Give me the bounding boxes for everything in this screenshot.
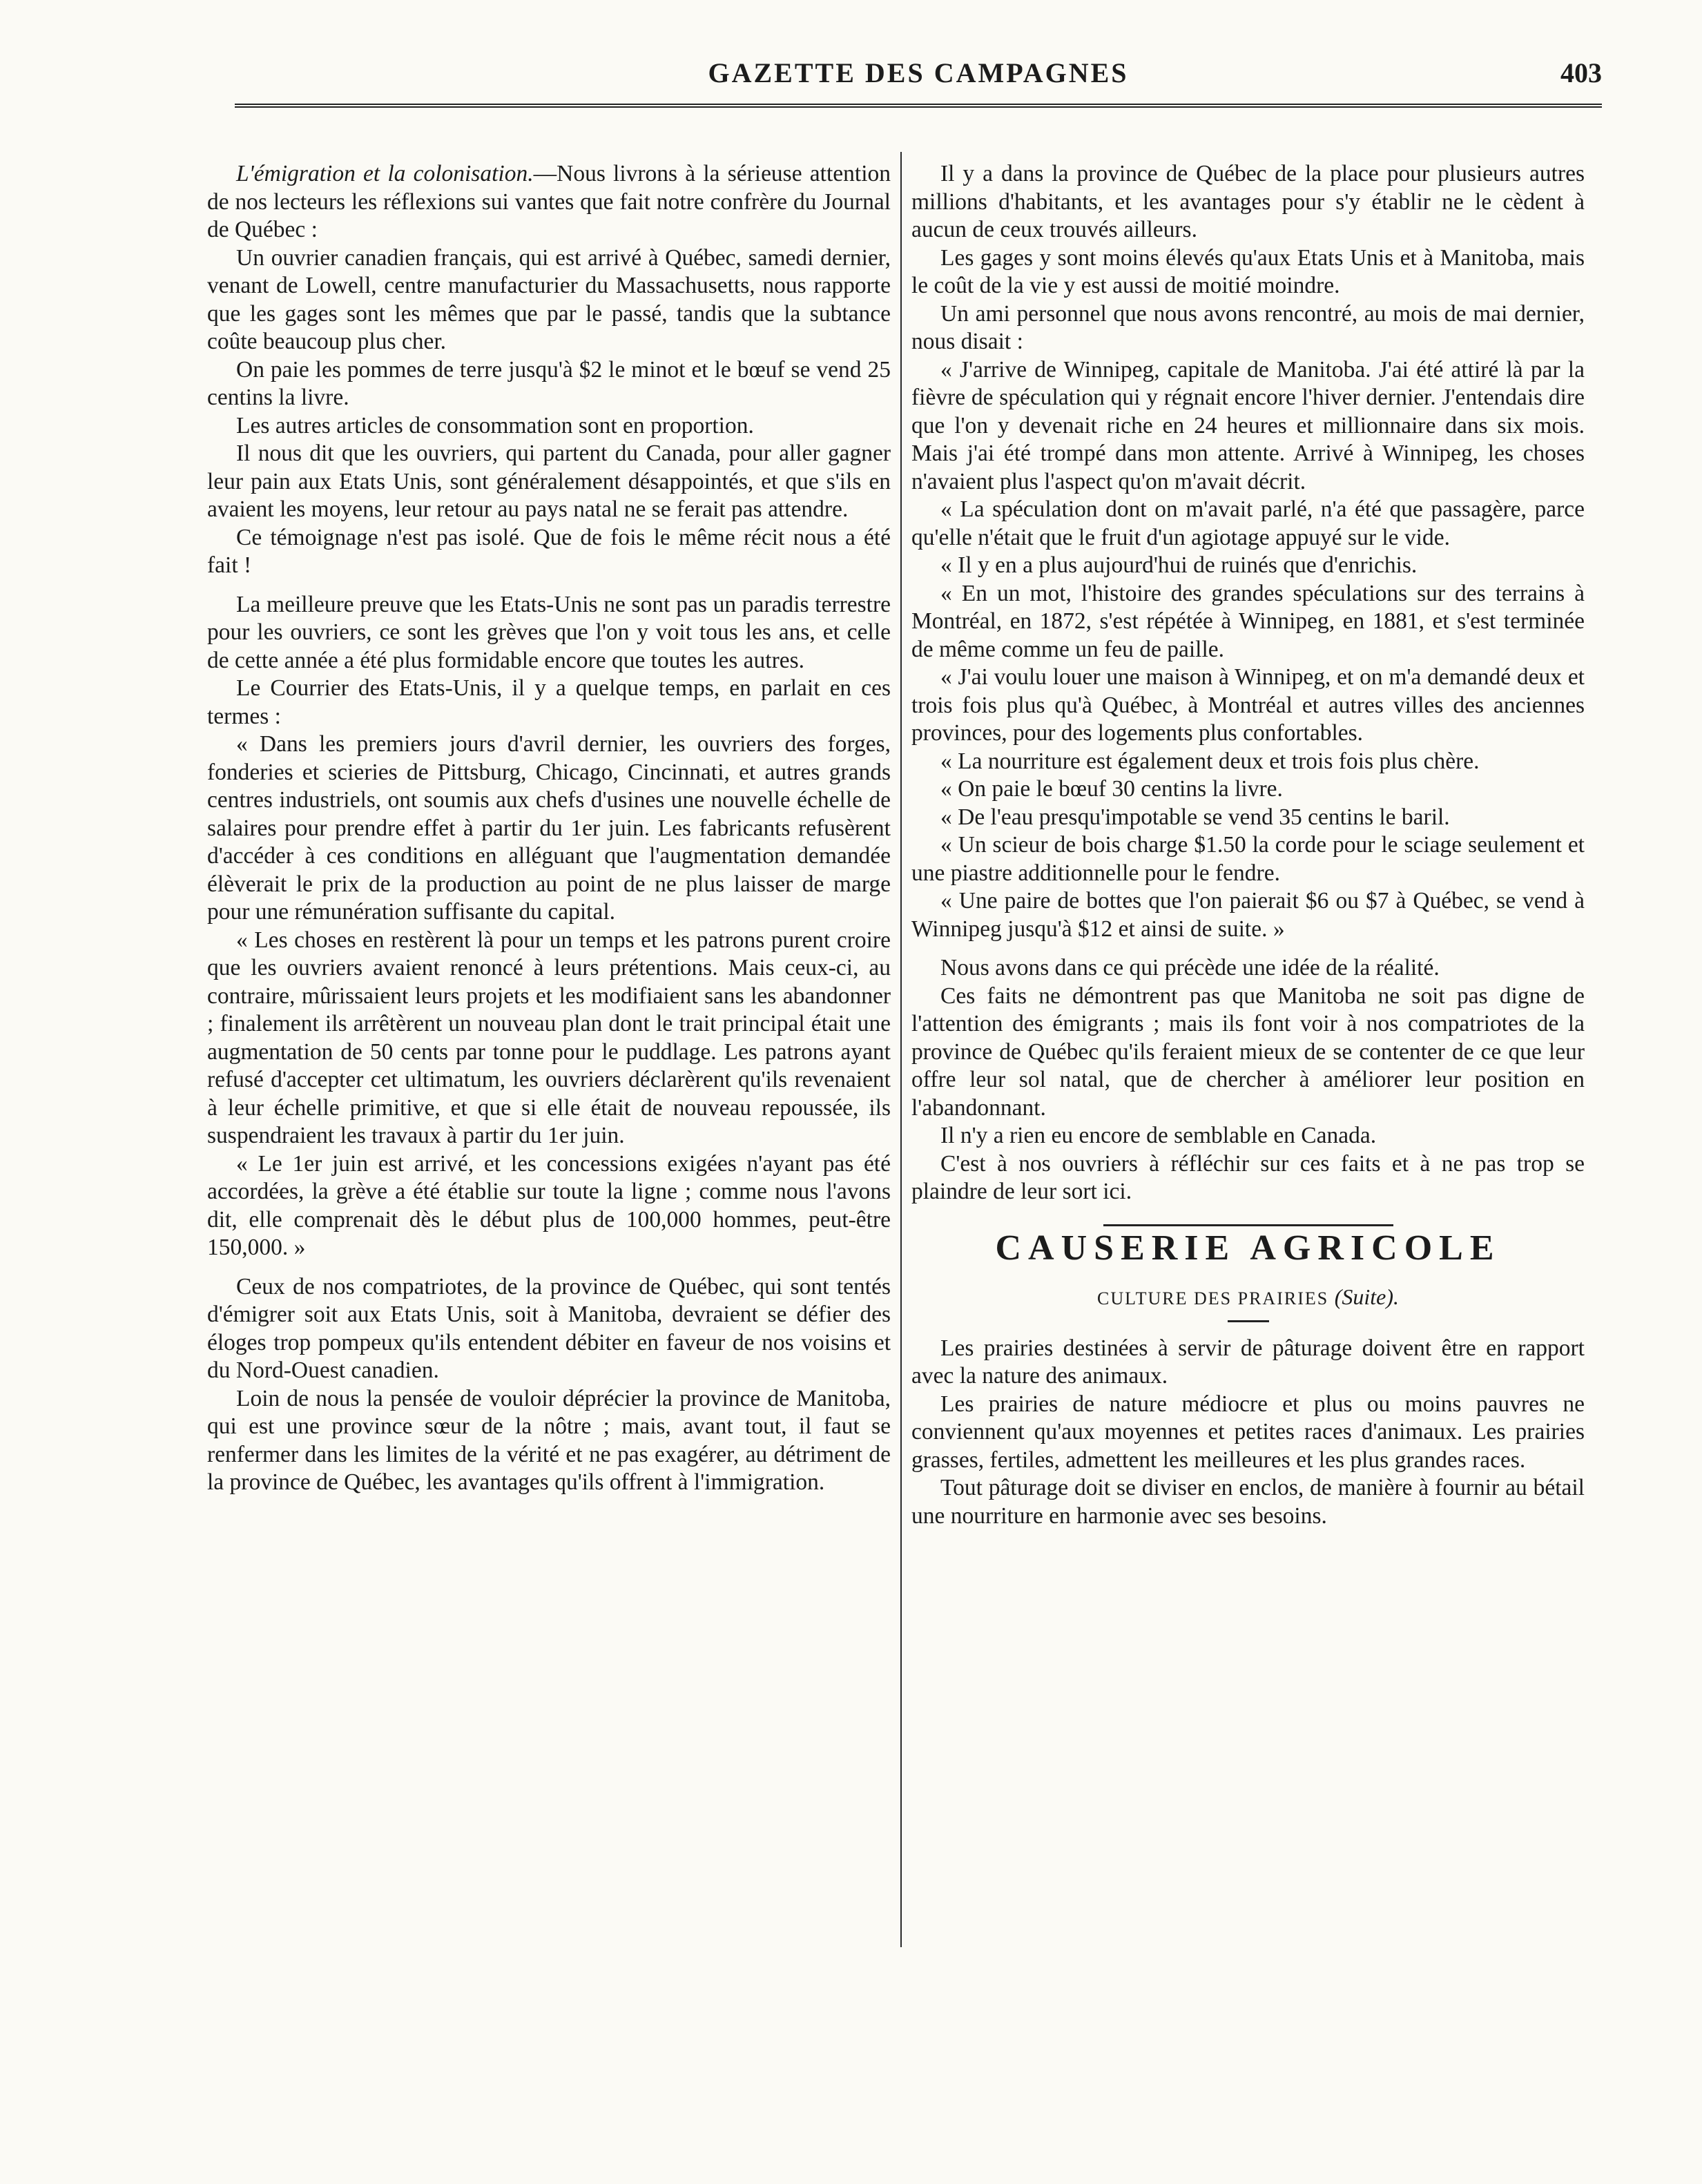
article-paragraph <box>207 160 891 244</box>
quoted-paragraph: « La spéculation dont on m'avait parlé, n'a été que passagère, parce qu'elle n'était que le fruit d'un agiotage appuyé sur le vide. <box>911 496 1585 550</box>
article-paragraph: C'est à nos ouvriers à réfléchir sur ces faits et à ne pas trop se plaindre de leur sort ici. <box>911 1150 1585 1204</box>
quoted-paragraph: « Dans les premiers jours d'avril dernier, les ouvriers des forges, fonderies et scieries de Pittsburg, Chicago, Cincinnati, et autres grands centres industriels, ont soumis aux chefs d'usines une nouvelle échelle de salaires pour prendre effet à partir du 1er juin. Les fabricants refusèrent d'accéder à ces conditions en alléguant que l'augmentation demandée élèverait le prix de la production au point de ne plus laisser de marge pour une rémunération suffisante du capital. <box>207 731 891 925</box>
quoted-paragraph: « J'arrive de Winnipeg, capitale de Manitoba. J'ai été attiré là par la fièvre de spéculation qui y régnait encore l'hiver dernier. J'entendais dire que l'on y devenait riche en 24 heures et millionnaire dans six mois. Mais j'ai été trompé dans mon attente. Arrivé à Winnipeg, les choses n'avaient plus l'aspect qu'on m'avait décrit. <box>911 356 1585 494</box>
article-paragraph: Les prairies destinées à servir de pâturage doivent être en rapport avec la nature des animaux. <box>911 1335 1585 1389</box>
article-lead: L'émigration et la colonisation. <box>236 161 534 186</box>
article-lead-rest: —Nous livrons à la sérieuse attention de nos lecteurs les réflexions sui vantes que fait notre confrère du Journal de Québec : <box>207 161 891 242</box>
article-paragraph: Loin de nous la pensée de vouloir déprécier la province de Manitoba, qui est une province sœur de la nôtre ; mais, avant tout, il faut se renfermer dans les limites de la vérité et ne pas exagérer, au détriment de la province de Québec, les avantages qu'ils offrent à l'immigration. <box>207 1385 891 1495</box>
quoted-paragraph: « J'ai voulu louer une maison à Winnipeg, et on m'a demandé deux et trois fois plus qu'à Québec, à Montréal et autres villes des anciennes provinces, pour des logements plus confortables. <box>911 664 1585 746</box>
left-column <box>207 160 891 1497</box>
article-paragraph: Tout pâturage doit se diviser en enclos, de manière à fournir au bétail une nourriture en harmonie avec ses besoins. <box>911 1475 1585 1529</box>
article-paragraph: La meilleure preuve que les Etats-Unis ne sont pas un paradis terrestre pour les ouvriers, ce sont les grèves que l'on y voit tous les ans, et celle de cette année a été plus formidable encore que toutes les autres. <box>207 591 891 673</box>
quoted-paragraph: « De l'eau presqu'impotable se vend 35 centins le baril. <box>940 804 1450 830</box>
quoted-paragraph: « Le 1er juin est arrivé, et les concessions exigées n'ayant pas été accordées, la grève a été établie sur toute la ligne ; comme nous l'avons dit, elle comprenait dès le début plus de 100,000 hommes, peut-être 150,000. » <box>207 1150 891 1260</box>
section-subtitle-text: CULTURE DES PRAIRIES <box>1097 1288 1329 1308</box>
section-subtitle-suite: (Suite). <box>1334 1284 1399 1309</box>
column-divider <box>900 152 902 1947</box>
article-paragraph: Les gages y sont moins élevés qu'aux Etats Unis et à Manitoba, mais le coût de la vie y est aussi de moitié moindre. <box>911 244 1585 298</box>
section-title: CAUSERIE AGRICOLE <box>995 1228 1501 1268</box>
quoted-paragraph: « Un scieur de bois charge $1.50 la corde pour le sciage seulement et une piastre additionnelle pour le fendre. <box>911 832 1585 886</box>
page-number: 403 <box>1560 57 1602 88</box>
quoted-paragraph: « On paie le bœuf 30 centins la livre. <box>940 776 1283 802</box>
section-rule <box>1103 1224 1393 1226</box>
article-paragraph: Les autres articles de consommation sont en proportion. <box>236 412 754 438</box>
article-paragraph: Ces faits ne démontrent pas que Manitoba ne soit pas digne de l'attention des émigrants ; mais ils font voir à nos compatriotes de la province de Québec qu'ils feraient mieux de se contenter de ce que leur offre leur sol natal, que de chercher à améliorer leur position en l'abandonnant. <box>911 983 1585 1121</box>
article-paragraph: Ceux de nos compatriotes, de la province de Québec, qui sont tentés d'émigrer soit aux Etats Unis, soit à Manitoba, devraient se défier des éloges trop pompeux qu'ils entendent débiter en faveur de nos voisins et du Nord-Ouest canadien. <box>207 1273 891 1383</box>
section-subtitle <box>911 1283 1585 1313</box>
article-paragraph: Les prairies de nature médiocre et plus ou moins pauvres ne conviennent qu'aux moyennes et petites races d'animaux. Les prairies grasses, fertiles, admettent les meilleures et les plus grandes races. <box>911 1391 1585 1473</box>
page-header <box>235 48 1602 124</box>
quoted-paragraph: « Il y en a plus aujourd'hui de ruinés que d'enrichis. <box>940 552 1418 578</box>
right-column <box>911 160 1585 1530</box>
quoted-paragraph: « Les choses en restèrent là pour un temps et les patrons purent croire que les ouvriers avaient renoncé à leurs prétentions. Mais ceux-ci, au contraire, mûrissaient leurs projets et les modifiaient sans les abandonner ; finalement ils arrêtèrent un nouveau plan dont le trait principal était une augmentation de 50 cents par tonne pour le puddlage. Les patrons ayant refusé d'accepter cet ultimatum, les ouvriers déclarèrent qu'ils revenaient à leur échelle primitive, et que si elle était de nouveau repoussée, ils suspendraient les travaux à partir du 1er juin. <box>207 927 891 1148</box>
article-paragraph: Il n'y a rien eu encore de semblable en Canada. <box>940 1123 1377 1148</box>
article-paragraph: Il y a dans la province de Québec de la place pour plusieurs autres millions d'habitants, et les avantages pour s'y établir ne le cèdent à aucun de ceux trouvés ailleurs. <box>911 161 1585 242</box>
quoted-paragraph: « La nourriture est également deux et trois fois plus chère. <box>940 748 1480 774</box>
article-paragraph: On paie les pommes de terre jusqu'à $2 le minot et le bœuf se vend 25 centins la livre. <box>207 356 891 410</box>
subtitle-rule <box>1228 1320 1269 1322</box>
header-rule <box>235 104 1602 108</box>
article-paragraph: Un ouvrier canadien français, qui est arrivé à Québec, samedi dernier, venant de Lowell, centre manufacturier du Massachusetts, nous rapporte que les gages sont les mêmes que par le passé, tandis que la subtance coûte beaucoup plus cher. <box>207 244 891 354</box>
article-paragraph: Il nous dit que les ouvriers, qui partent du Canada, pour aller gagner leur pain aux Etats Unis, sont généralement désappointés, et que s'ils en avaient les moyens, leur retour au pays natal ne se ferait pas attendre. <box>207 441 891 522</box>
quoted-paragraph: « En un mot, l'histoire des grandes spéculations sur des terrains à Montréal, en 1872, s'est répétée à Winnipeg, en 1881, et s'est terminée de même comme un feu de paille. <box>911 580 1585 662</box>
article-paragraph: Le Courrier des Etats-Unis, il y a quelque temps, en parlait en ces termes : <box>207 675 891 729</box>
quoted-paragraph: « Une paire de bottes que l'on paierait $6 ou $7 à Québec, se vend à Winnipeg jusqu'à $12 et ainsi de suite. » <box>911 888 1585 942</box>
article-paragraph: Un ami personnel que nous avons rencontré, au mois de mai dernier, nous disait : <box>911 300 1585 354</box>
article-paragraph: Ce témoignage n'est pas isolé. Que de fois le même récit nous a été fait ! <box>207 524 891 578</box>
article-paragraph: Nous avons dans ce qui précède une idée de la réalité. <box>940 955 1440 980</box>
page-title: GAZETTE DES CAMPAGNES <box>708 57 1129 88</box>
